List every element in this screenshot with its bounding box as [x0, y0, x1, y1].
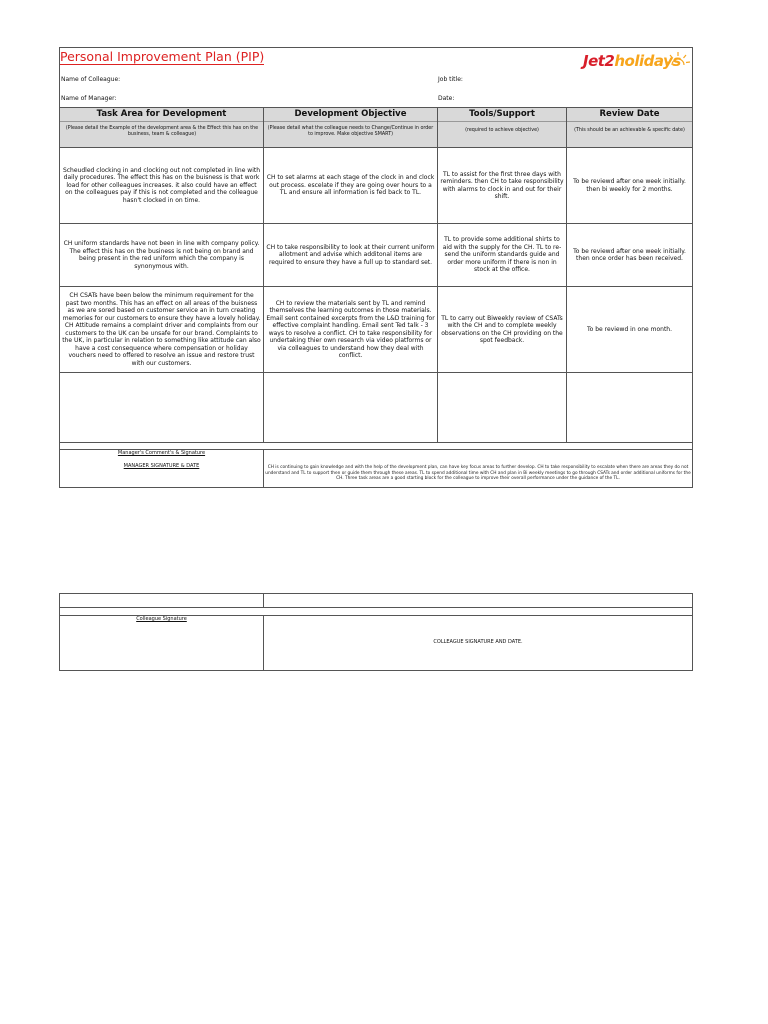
divider: [60, 607, 692, 608]
table-row-3-objective: CH to review the materials sent by TL and remind themselves the learning outcomes in those materials. Email sent contained excerpts from the L&D training for effective complaint handling. Email sent Ted talk - 3 ways to resolve a conflict. CH to take responsibility for undertaking thier own research via video platforms or via colleagues to understand how they deal with conflict.: [266, 299, 435, 359]
table-row-1-task: Scheudled clocking in and clocking out not completed in line with daily procedures. The effect this has on the buisness is that work load for other colleagues increases. it also could have an effect on the colleagues pay if this is not completed and the colleague hasn't clocked in on time.: [62, 166, 261, 204]
table-row-2-tools: TL to provide some additional shirts to aid with the supply for the CH. TL to re-send the uniform standards guide and order more uniform if there is non in stock at the office.: [442, 236, 562, 274]
table-row-3-review: To be reviewd in one month.: [586, 325, 673, 333]
header-tools-note: (required to achieve objective): [465, 128, 539, 133]
header-task-area: Task Area for Development: [96, 109, 227, 119]
page-title: Personal Improvement Plan (PIP): [60, 49, 265, 64]
manager-signature-label: MANAGER SIGNATURE & DATE: [123, 463, 200, 469]
sun-icon: [664, 49, 690, 71]
colleague-signature-placeholder: COLLEAGUE SIGNATURE AND DATE.: [433, 639, 523, 645]
job-title-label: Job title:: [438, 76, 463, 83]
table-row-1-review: To be reviewd after one week initially. then bi weekly for 2 months.: [573, 178, 686, 193]
divider: [60, 121, 692, 122]
jet2holidays-logo: Jet2holidays: [583, 52, 681, 70]
divider: [263, 593, 264, 607]
header-review-date: Review Date: [599, 109, 660, 119]
manager-comment-text: CH is continuing to gain knowledge and with the help of the development plan, can have key focus areas to further develop. CH to take responsibility to escalate when there are areas they do not understand and TL to support then or guide them through these areas. TL to spend additional time with CH and plan in Bi weekly meetings to go through CSATs and order additional uniforms for the CH. Three task areas are a good starting block for the colleague to improve their overall performance under the guidance of the TL.: [265, 465, 691, 482]
manager-comments-label: Manager's Comment's & Signature: [117, 450, 206, 456]
header-objective-note: (Please detail what the colleague needs to Change/Continue in order to improve. Make objective SMART): [267, 126, 434, 137]
colleague-name-label: Name of Colleague:: [61, 76, 121, 83]
table-row-3-task: CH CSATs have been below the minimum requirement for the past two months. This has an effect on all areas of the buisness as we are sored based on customer service an in turn creating memories for our customers to ensure they have a lovely holiday. CH Attitude remains a complaint driver and complaints from our customers to the UK can be unsafe for our brand. Complaints to the UK, in particular in relation to something like attitude can also have a cost consequence where compensation or holiday vouchers need to offered to resolve an issue and restore trust with our customers.: [62, 292, 261, 367]
date-label: Date:: [438, 95, 455, 102]
header-review-note: (This should be an achievable & specific date): [574, 128, 685, 133]
table-row-2-task: CH uniform standards have not been in line with company policy. The effect this has on the business is not being on brand and being present in the red uniform which the company is synonymous with.: [63, 240, 260, 270]
divider: [60, 442, 692, 443]
divider: [60, 372, 692, 373]
header-development-objective: Development Objective: [294, 109, 407, 119]
divider: [60, 107, 692, 108]
table-row-2-review: To be reviewd after one week initially. then once order has been received.: [573, 247, 686, 262]
manager-name-label: Name of Manager:: [61, 95, 117, 102]
table-row-1-tools: TL to assist for the first three days with reminders. then CH to take responsibility with alarms to clock in and out for their shift.: [440, 170, 564, 200]
table-row-2-objective: CH to take responsibility to look at their current uniform allotment and advise which additonal items are required to ensure they have a full up to standard set.: [266, 243, 435, 266]
table-row-3-tools: TL to carry out Biweekly review of CSATs with the CH and to complete weekly observations on the CH providing on the spot feedback.: [441, 314, 563, 344]
colleague-signature-frame: [59, 593, 693, 671]
colleague-signature-label: Colleague Signature: [136, 616, 187, 622]
header-tools-support: Tools/Support: [469, 109, 535, 119]
header-task-area-note: (Please detail the Example of the development area & the Effect this has on the business, team & colleague): [65, 126, 259, 137]
table-row-1-objective: CH to set alarms at each stage of the clock in and clock out process. escelate if they are going over hours to a TL and ensure all information is fed back to TL.: [266, 174, 435, 197]
